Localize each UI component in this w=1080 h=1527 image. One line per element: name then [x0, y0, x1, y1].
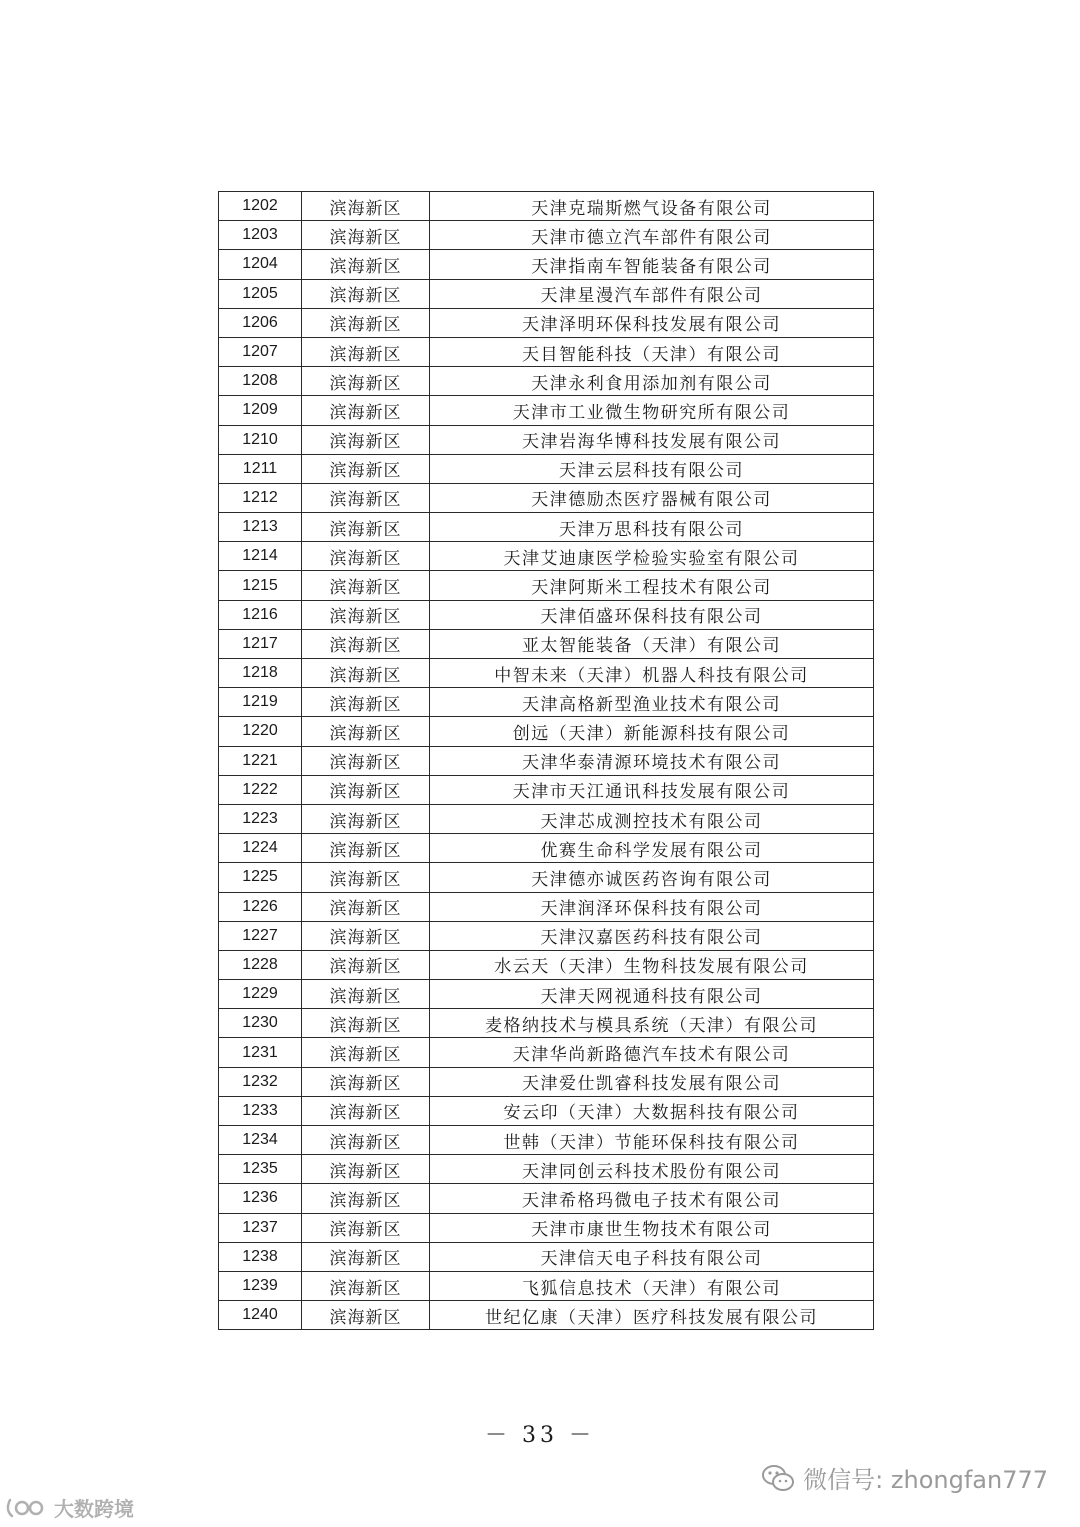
company-name-cell: 天津万思科技有限公司	[430, 513, 874, 542]
district-cell: 滨海新区	[302, 542, 430, 571]
company-name-cell: 天津市康世生物技术有限公司	[430, 1213, 874, 1242]
table-row	[219, 396, 874, 425]
row-number-cell: 1237	[219, 1213, 302, 1242]
table-row	[219, 1213, 874, 1242]
company-name-cell: 天津云层科技有限公司	[430, 454, 874, 483]
company-list-table	[218, 191, 874, 1330]
company-name-cell: 天津华尚新路德汽车技术有限公司	[430, 1038, 874, 1067]
wechat-watermark	[761, 1460, 1048, 1495]
company-name-cell: 天津天网视通科技有限公司	[430, 980, 874, 1009]
row-number-cell: 1208	[219, 367, 302, 396]
company-name-cell: 天津永利食用添加剂有限公司	[430, 367, 874, 396]
table-row	[219, 1242, 874, 1271]
company-name-cell: 天津德励杰医疗器械有限公司	[430, 483, 874, 512]
row-number-cell: 1210	[219, 425, 302, 454]
company-name-cell: 天津高格新型渔业技术有限公司	[430, 688, 874, 717]
table-row	[219, 1155, 874, 1184]
district-cell: 滨海新区	[302, 1009, 430, 1038]
company-name-cell: 天津市天江通讯科技发展有限公司	[430, 775, 874, 804]
district-cell: 滨海新区	[302, 1155, 430, 1184]
row-number-cell: 1209	[219, 396, 302, 425]
district-cell: 滨海新区	[302, 396, 430, 425]
district-cell: 滨海新区	[302, 629, 430, 658]
company-name-cell: 天津华泰清源环境技术有限公司	[430, 746, 874, 775]
company-name-cell: 创远（天津）新能源科技有限公司	[430, 717, 874, 746]
table-row	[219, 454, 874, 483]
row-number-cell: 1240	[219, 1301, 302, 1330]
table-row	[219, 688, 874, 717]
row-number-cell: 1222	[219, 775, 302, 804]
company-name-cell: 天津芯成测控技术有限公司	[430, 804, 874, 833]
row-number-cell: 1207	[219, 337, 302, 366]
company-name-cell: 天津泽明环保科技发展有限公司	[430, 308, 874, 337]
table-row	[219, 1126, 874, 1155]
row-number-cell: 1213	[219, 513, 302, 542]
company-name-cell: 麦格纳技术与模具系统（天津）有限公司	[430, 1009, 874, 1038]
wechat-id-text: 微信号: zhongfan777	[803, 1466, 1048, 1494]
district-cell: 滨海新区	[302, 1242, 430, 1271]
company-name-cell: 天津岩海华博科技发展有限公司	[430, 425, 874, 454]
wechat-icon	[761, 1463, 795, 1493]
table-row	[219, 834, 874, 863]
table-row	[219, 1009, 874, 1038]
district-cell: 滨海新区	[302, 1301, 430, 1330]
table-row	[219, 425, 874, 454]
row-number-cell: 1215	[219, 571, 302, 600]
table-row	[219, 337, 874, 366]
district-cell: 滨海新区	[302, 1126, 430, 1155]
table-row	[219, 542, 874, 571]
table-row	[219, 1301, 874, 1330]
district-cell: 滨海新区	[302, 483, 430, 512]
district-cell: 滨海新区	[302, 367, 430, 396]
district-cell: 滨海新区	[302, 513, 430, 542]
row-number-cell: 1202	[219, 192, 302, 221]
row-number-cell: 1219	[219, 688, 302, 717]
table-row	[219, 279, 874, 308]
row-number-cell: 1212	[219, 483, 302, 512]
logo-icon	[6, 1496, 48, 1520]
company-name-cell: 天津爱仕凯睿科技发展有限公司	[430, 1067, 874, 1096]
row-number-cell: 1204	[219, 250, 302, 279]
table-row	[219, 804, 874, 833]
company-name-cell: 天津同创云科技术股份有限公司	[430, 1155, 874, 1184]
row-number-cell: 1218	[219, 659, 302, 688]
table-row	[219, 1067, 874, 1096]
row-number-cell: 1211	[219, 454, 302, 483]
table-row	[219, 483, 874, 512]
row-number-cell: 1223	[219, 804, 302, 833]
district-cell: 滨海新区	[302, 1271, 430, 1300]
company-name-cell: 水云天（天津）生物科技发展有限公司	[430, 950, 874, 979]
row-number-cell: 1238	[219, 1242, 302, 1271]
table-row	[219, 1038, 874, 1067]
site-watermark	[6, 1493, 134, 1522]
row-number-cell: 1232	[219, 1067, 302, 1096]
table-row	[219, 746, 874, 775]
table-row	[219, 308, 874, 337]
company-name-cell: 天津艾迪康医学检验实验室有限公司	[430, 542, 874, 571]
page-number: － 33 －	[485, 1423, 595, 1448]
table-row	[219, 1096, 874, 1125]
row-number-cell: 1230	[219, 1009, 302, 1038]
row-number-cell: 1205	[219, 279, 302, 308]
row-number-cell: 1220	[219, 717, 302, 746]
row-number-cell: 1231	[219, 1038, 302, 1067]
district-cell: 滨海新区	[302, 425, 430, 454]
row-number-cell: 1224	[219, 834, 302, 863]
company-name-cell: 天津市工业微生物研究所有限公司	[430, 396, 874, 425]
table-row	[219, 950, 874, 979]
district-cell: 滨海新区	[302, 1067, 430, 1096]
table-row	[219, 192, 874, 221]
table-row	[219, 659, 874, 688]
company-name-cell: 世纪亿康（天津）医疗科技发展有限公司	[430, 1301, 874, 1330]
district-cell: 滨海新区	[302, 192, 430, 221]
row-number-cell: 1227	[219, 921, 302, 950]
district-cell: 滨海新区	[302, 863, 430, 892]
row-number-cell: 1203	[219, 221, 302, 250]
row-number-cell: 1236	[219, 1184, 302, 1213]
company-name-cell: 中智未来（天津）机器人科技有限公司	[430, 659, 874, 688]
company-name-cell: 天目智能科技（天津）有限公司	[430, 337, 874, 366]
company-name-cell: 天津希格玛微电子技术有限公司	[430, 1184, 874, 1213]
company-name-cell: 天津佰盛环保科技有限公司	[430, 600, 874, 629]
district-cell: 滨海新区	[302, 1213, 430, 1242]
table-row	[219, 717, 874, 746]
district-cell: 滨海新区	[302, 454, 430, 483]
table-row	[219, 1271, 874, 1300]
district-cell: 滨海新区	[302, 950, 430, 979]
row-number-cell: 1214	[219, 542, 302, 571]
table-row	[219, 921, 874, 950]
row-number-cell: 1217	[219, 629, 302, 658]
table-row	[219, 1184, 874, 1213]
table-row	[219, 571, 874, 600]
row-number-cell: 1226	[219, 892, 302, 921]
company-name-cell: 飞狐信息技术（天津）有限公司	[430, 1271, 874, 1300]
district-cell: 滨海新区	[302, 834, 430, 863]
row-number-cell: 1239	[219, 1271, 302, 1300]
table-row	[219, 629, 874, 658]
company-name-cell: 天津阿斯米工程技术有限公司	[430, 571, 874, 600]
district-cell: 滨海新区	[302, 600, 430, 629]
row-number-cell: 1234	[219, 1126, 302, 1155]
district-cell: 滨海新区	[302, 279, 430, 308]
table-row	[219, 980, 874, 1009]
row-number-cell: 1229	[219, 980, 302, 1009]
site-name-text: 大数跨境	[54, 1497, 134, 1521]
district-cell: 滨海新区	[302, 892, 430, 921]
company-name-cell: 亚太智能装备（天津）有限公司	[430, 629, 874, 658]
district-cell: 滨海新区	[302, 746, 430, 775]
district-cell: 滨海新区	[302, 571, 430, 600]
row-number-cell: 1221	[219, 746, 302, 775]
row-number-cell: 1233	[219, 1096, 302, 1125]
district-cell: 滨海新区	[302, 688, 430, 717]
row-number-cell: 1206	[219, 308, 302, 337]
company-name-cell: 天津信天电子科技有限公司	[430, 1242, 874, 1271]
district-cell: 滨海新区	[302, 980, 430, 1009]
district-cell: 滨海新区	[302, 337, 430, 366]
company-name-cell: 天津星漫汽车部件有限公司	[430, 279, 874, 308]
district-cell: 滨海新区	[302, 1038, 430, 1067]
table-row	[219, 775, 874, 804]
row-number-cell: 1216	[219, 600, 302, 629]
table-row	[219, 221, 874, 250]
district-cell: 滨海新区	[302, 659, 430, 688]
district-cell: 滨海新区	[302, 717, 430, 746]
table-row	[219, 600, 874, 629]
company-name-cell: 天津市德立汽车部件有限公司	[430, 221, 874, 250]
company-name-cell: 天津德亦诚医药咨询有限公司	[430, 863, 874, 892]
table-row	[219, 892, 874, 921]
table-row	[219, 863, 874, 892]
company-name-cell: 天津润泽环保科技有限公司	[430, 892, 874, 921]
company-name-cell: 世韩（天津）节能环保科技有限公司	[430, 1126, 874, 1155]
company-name-cell: 优赛生命科学发展有限公司	[430, 834, 874, 863]
table-row	[219, 250, 874, 279]
district-cell: 滨海新区	[302, 250, 430, 279]
district-cell: 滨海新区	[302, 221, 430, 250]
row-number-cell: 1235	[219, 1155, 302, 1184]
district-cell: 滨海新区	[302, 921, 430, 950]
company-name-cell: 天津指南车智能装备有限公司	[430, 250, 874, 279]
table-row	[219, 367, 874, 396]
district-cell: 滨海新区	[302, 1096, 430, 1125]
table-body	[219, 192, 874, 1330]
district-cell: 滨海新区	[302, 308, 430, 337]
table-row	[219, 513, 874, 542]
district-cell: 滨海新区	[302, 775, 430, 804]
company-name-cell: 天津汉嘉医药科技有限公司	[430, 921, 874, 950]
company-name-cell: 天津克瑞斯燃气设备有限公司	[430, 192, 874, 221]
row-number-cell: 1228	[219, 950, 302, 979]
company-name-cell: 安云印（天津）大数据科技有限公司	[430, 1096, 874, 1125]
row-number-cell: 1225	[219, 863, 302, 892]
district-cell: 滨海新区	[302, 804, 430, 833]
district-cell: 滨海新区	[302, 1184, 430, 1213]
